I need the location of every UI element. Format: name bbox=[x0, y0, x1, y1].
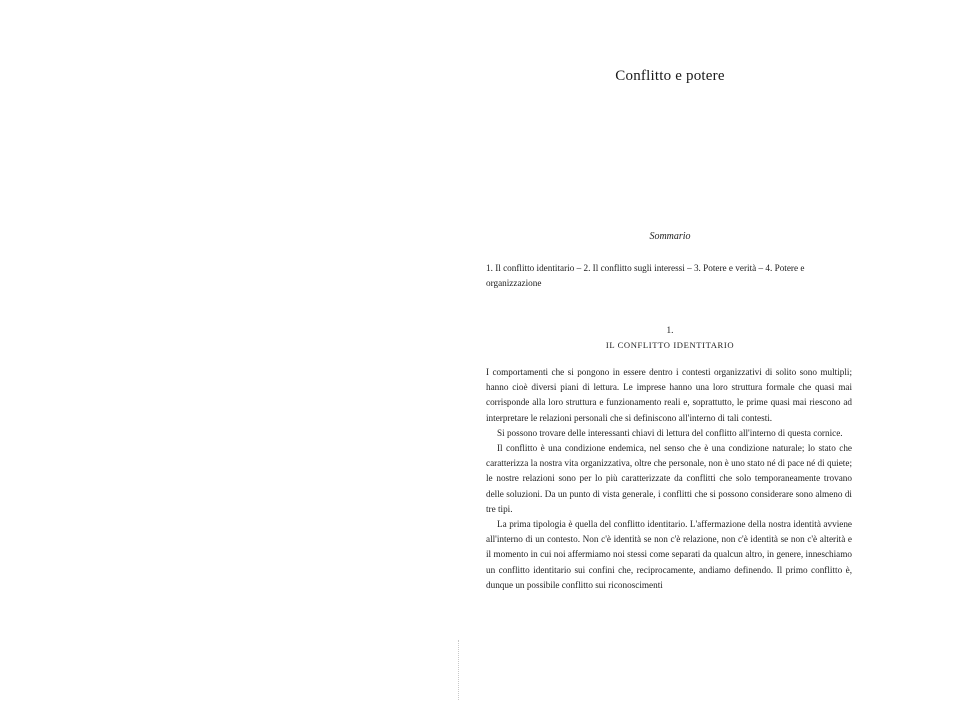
body-text bbox=[486, 365, 852, 593]
summary-heading: Sommario bbox=[649, 231, 691, 242]
left-page-blank bbox=[0, 0, 458, 720]
paragraph: I comportamenti che si pongono in essere dentro i contesti organizzativi di solito sono multipli; hanno cioè diversi piani di lettura. Le imprese hanno una loro struttura formale che quasi mai corrisponde alla loro struttura e funzionamento reali e, soprattutto, le prime quasi mai riescono ad interpretare le relazioni personali che si definiscono all'interno di tali contesti. bbox=[486, 367, 852, 423]
paragraph: Il conflitto è una condizione endemica, nel senso che è una condizione naturale; lo stato che caratterizza la nostra vita organizzativa, oltre che personale, non è uno stato né di pace né di quiete; le nostre relazioni sono per lo più caratterizzate da conflitti che solo temporaneamente trovano delle soluzioni. Da un punto di vista generale, i conflitti che si possono considerare sono almeno di tre tipi. bbox=[486, 443, 852, 514]
summary-contents: 1. Il conflitto identitario – 2. Il conflitto sugli interessi – 3. Potere e verità – 4. Potere e organizzazione bbox=[486, 263, 805, 288]
paragraph: Si possono trovare delle interessanti chiavi di lettura del conflitto all'interno di questa cornice. bbox=[497, 427, 843, 438]
paragraph: La prima tipologia è quella del conflitto identitario. L'affermazione della nostra identità avviene all'interno di un contesto. Non c'è identità se non c'è relazione, non c'è identità se non c'è alterità e il momento in cui noi affermiamo noi stessi come separati da qualcun altro, in genere, inneschiamo un conflitto identitario sui confini che, reciprocamente, andiamo definendo. Il primo conflitto è, dunque un possibile conflitto sui riconoscimenti bbox=[486, 519, 852, 590]
page-gutter bbox=[458, 640, 459, 700]
section-number: 1. bbox=[666, 325, 674, 335]
right-page bbox=[470, 0, 960, 720]
section-title: IL CONFLITTO IDENTITARIO bbox=[605, 340, 735, 350]
chapter-title: Conflitto e potere bbox=[615, 68, 725, 84]
